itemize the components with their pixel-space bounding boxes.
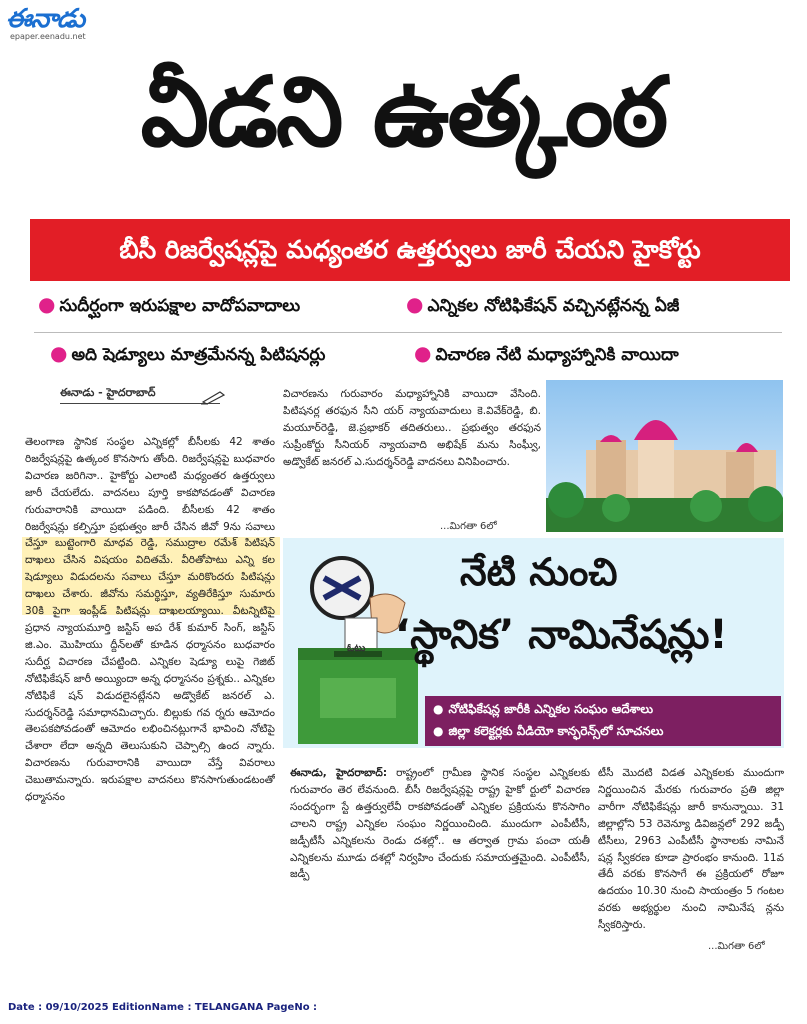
nomination-title-line-1: నేటి నుంచి (460, 550, 618, 594)
article-byline: ఈనాడు - హైదరాబాద్ (60, 386, 156, 399)
bullet-dot-icon: ● (406, 292, 424, 316)
bullet-item: ● అది షెడ్యూలు మాత్రమేనన్న పిటిషనర్లు (50, 341, 326, 365)
main-headline: వీడని ఉత్కంఠ (140, 56, 667, 168)
bullet-dot-icon: ● (433, 702, 444, 716)
edition-footer: Date : 09/10/2025 EditionName : TELANGANA PageNo : (8, 1002, 318, 1013)
eenadu-logo: ఈనాడు (6, 4, 85, 34)
article-column-2: విచారణను గురువారం మధ్యాహ్నానికి వాయిదా వేసింది. పిటిషనర్ల తరఫున సీని యర్ న్యాయవాదులు కె.వివేక్‌రెడ్డి, బి. మయూర్‌రెడ్డి, జె.ప్రభాకర్ తదితరులు.. ప్రభుత్వం తరఫున సుప్రీంకోర్టు సీనియర్ న్యాయవాది అభిషేక్ మను సింఘ్వీ, అడ్వొకేట్ జనరల్ ఎ.సుదర్శన్‌రెడ్డి వాదనలు వినిపించారు. (283, 388, 541, 468)
bullet-item: ● ఎన్నికల నోటిఫికేషన్ వచ్చినట్లేనన్న ఏజీ (406, 292, 680, 316)
bullet-item: ● విచారణ నేటి మధ్యాహ్నానికి వాయిదా (414, 341, 679, 365)
highlight-item: ● జిల్లా కలెక్టర్లకు వీడియో కాన్ఫరెన్స్‌లో సూచనలు (433, 724, 664, 738)
continued-page-note: ...మిగతా 6లో (708, 941, 765, 952)
bullet-row-1 (34, 287, 794, 321)
bullet-divider (34, 332, 782, 333)
nomination-body-left: రాష్ట్రంలో గ్రామీణ స్థానిక సంస్థల ఎన్నికలకు గురువారం తెర లేవనుంది. బీసీ రిజర్వేషన్లపై రాష్ట్ర హైకో ర్టులో విచారణ సందర్భంగా స్టే ఉత్తర్వులేవీ రాకపోవడంతో ఎన్నికల ప్రక్రియను కొనసాగిం చాలని రాష్ట్ర ఎన్నికల సంఘం నిర్ణయించింది. ముందుగా ఎంపీటీసీ, జడ్పీటీసీ ఎన్నికలను రెండు దశల్లో.. ఆ తర్వాత గ్రామ పంచా యతీ ఎన్నికలను మూడు దశల్లో నిర్వహిం చేందుకు సమాయత్తమైంది. ఎంపీటీసీ, జడ్పీ (290, 767, 590, 881)
bullet-dot-icon: ● (50, 341, 68, 365)
pen-icon (200, 389, 228, 405)
nomination-highlights (425, 696, 781, 746)
high-court-photo (546, 380, 783, 532)
highlight-item: ● నోటిఫికేషన్ల జారీకి ఎన్నికల సంఘం ఆదేశాలు (433, 702, 653, 716)
bullet-row-2 (34, 336, 794, 370)
bullet-dot-icon: ● (38, 292, 56, 316)
continued-page-note: ...మిగతా 6లో (440, 521, 497, 532)
nomination-column-2: టీసీ మొదటి విడత ఎన్నికలకు ముందుగా నిర్ణయించిన మేరకు గురువారం ప్రతి జిల్లా వారీగా నోటిఫికేషన్లు జారీ కానున్నాయి. 31 జిల్లాల్లోని 53 రెవెన్యూ డివిజన్లలో 292 జడ్పీ టీసీలు, 2963 ఎంపీటీసీ స్థానాలకు నామినే షన్ల స్వీకరణ కూడా ప్రారంభం కానుంది. 11వ తేదీ వరకు కొనసాగే ఈ ప్రక్రియలో రోజూ ఉదయం 10.30 నుంచి సాయంత్రం 5 గంటల వరకు అభ్యర్థుల నుంచి నామినేష న్లను స్వీకరిస్తారు. (598, 767, 784, 932)
sub-headline-banner (30, 219, 790, 281)
sub-headline-text: బీసీ రిజర్వేషన్లపై మధ్యంతర ఉత్తర్వులు జారీ చేయని హైకోర్టు (119, 235, 701, 264)
bullet-dot-icon: ● (414, 341, 432, 365)
ballot-label: ఓటు (347, 643, 366, 654)
dateline: ఈనాడు, హైదరాబాద్: (290, 767, 388, 779)
nomination-title-line-2: ‘స్థానిక’ నామినేషన్లు! (395, 612, 728, 658)
epaper-url: epaper.eenadu.net (10, 32, 86, 41)
bullet-dot-icon: ● (433, 724, 444, 738)
byline-rule (60, 403, 220, 404)
bullet-item: ● సుదీర్ఘంగా ఇరుపక్షాల వాదోపవాదాలు (38, 292, 301, 316)
article-column-1: తెలంగాణ స్థానిక సంస్థల ఎన్నికల్లో బీసీలకు 42 శాతం రిజర్వేషన్లపై ఉత్కంఠ కొనసాగు తోంది. రిజర్వేషన్లపై బుధవారం విచారణ జరిగినా.. హైకోర్టు ఎలాంటి మధ్యంతర ఉత్తర్వులు జారీ చేయలేదు. వాదనలు పూర్తి కాకపోవడంతో విచారణ గురువారానికి వాయిదా పడింది. బీసీలకు 42 శాతం రిజర్వేషన్లు కల్పిస్తూ ప్రభుత్వం జారీ చేసిన జీవో 9ను సవాలు చేస్తూ బుట్టెంగారి మాధవ రెడ్డి, సముద్రాల రమేశ్ పిటిషన్ దాఖలు చేసిన విషయం విదితమే. వీరితోపాటు ఎన్ని కల షెడ్యూలు విడుదలను సవాలు చేస్తూ మరికొందరు పిటిషన్లు దాఖలు చేశారు. జీవోను సమర్థిస్తూ, వ్యతిరేకిస్తూ సుమారు 30కి పైగా ఇంప్లీడ్ పిటిషన్లు దాఖలయ్యాయి. వీటన్నిటిపై ప్రధాన న్యాయమూర్తి జస్టిస్ అప రేశ్ కుమార్ సింగ్, జస్టిస్ జి.ఎం. మొహియు ద్దీన్‌లతో కూడిన ధర్మాసనం బుధవారం సుదీర్ఘ విచారణ చేపట్టింది. ఎన్నికల షెడ్యూ లుపై గెజిట్ నోటిఫికేషన్ జారీ అయ్యిందా అన్న ధర్మాసనం ప్రశ్నకు.. ఎన్నికల నోటిఫికే షన్ విడుదలైనట్లేనని అడ్వొకేట్ జనరల్ ఎ. సుదర్శన్‌రెడ్డి సమాధానమిచ్చారు. బిల్లుకు గవ ర్నరు ఆమోదం తెలపకపోవడంతో ఆమోదం లభించినట్లుగానే భావించి నోటిపై చేశారా లేదా అన్నది తెలుసుకుని చెప్పాల్సి ఉంద న్నారు. విచారణను గురువారానికి వాయిదా వేస్తే వివరాలు చెబుతామన్నారు. ఇరుపక్షాల వాదనలు కొనసాగుతుండటంతో ధర్మాసనం (25, 436, 275, 804)
nomination-column-1 (290, 765, 590, 950)
